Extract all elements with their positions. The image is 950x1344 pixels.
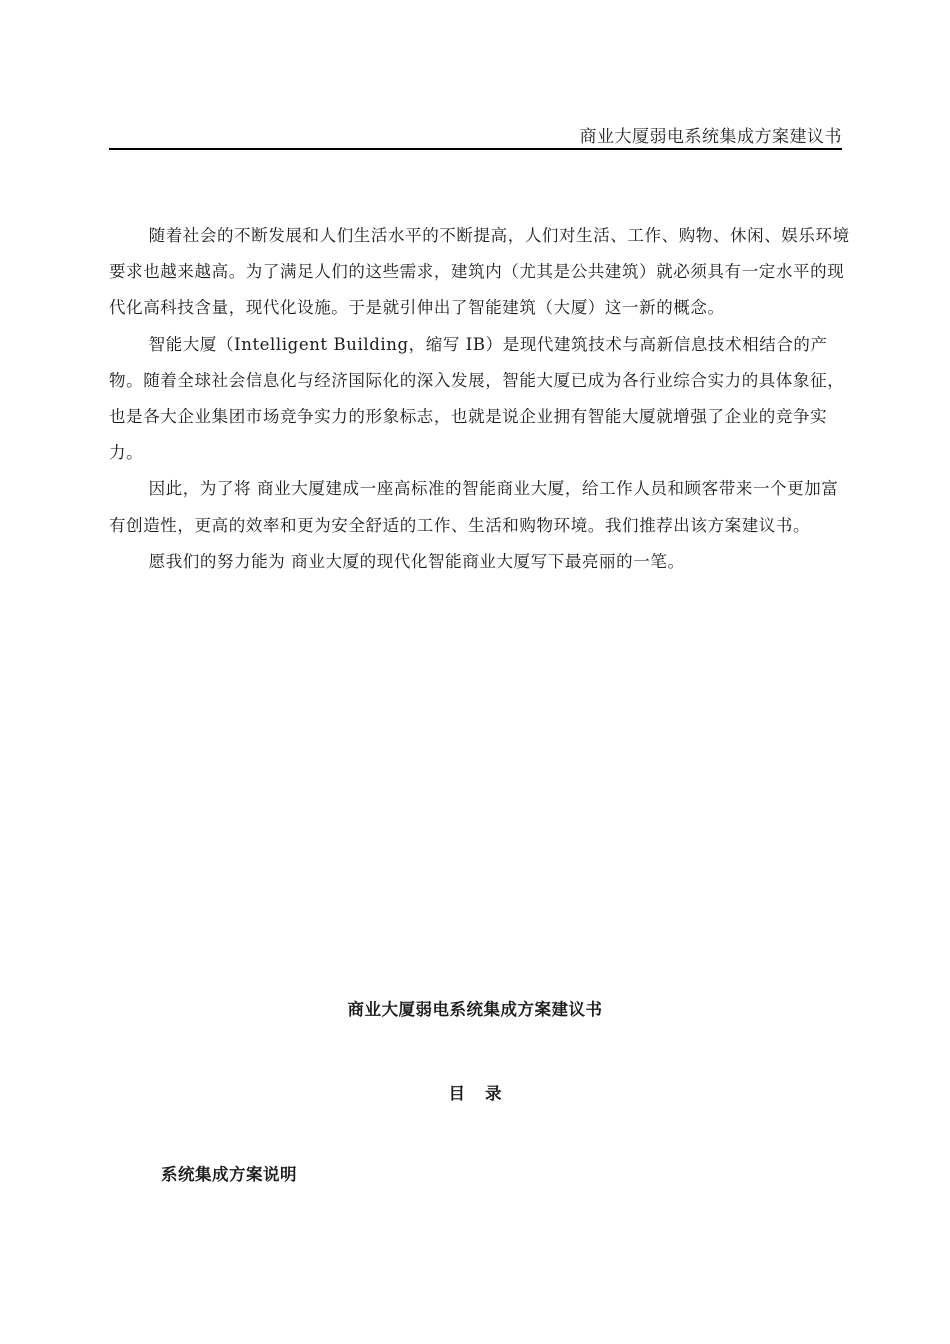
intro-body: [109, 218, 851, 580]
section-title: 系统集成方案说明: [161, 1165, 297, 1184]
paragraph: 智能大厦（Intelligent Building，缩写 IB）是现代建筑技术与高新信息技术相结合的产物。随着全球社会信息化与经济国际化的深入发展，智能大厦已成为各行业综合实力的具体象征，也是各大企业集团市场竞争实力的形象标志，也就是说企业拥有智能大厦就增强了企业的竞争实力。: [109, 334, 845, 463]
page-header: [109, 124, 842, 150]
paragraph: 因此，为了将 商业大厦建成一座高标准的智能商业大厦，给工作人员和顾客带来一个更加富有创造性，更高的效率和更为安全舒适的工作、生活和购物环境。我们推荐出该方案建议书。: [109, 479, 839, 535]
paragraph: 随着社会的不断发展和人们生活水平的不断提高，人们对生活、工作、购物、休闲、娱乐环境要求也越来越高。为了满足人们的这些需求，建筑内（尤其是公共建筑）就必须具有一定水平的现代化高科技含量，现代化设施。于是就引伸出了智能建筑（大厦）这一新的概念。: [109, 226, 850, 318]
paragraph: 愿我们的努力能为 商业大厦的现代化智能商业大厦写下最亮丽的一笔。: [148, 551, 685, 571]
document-title: 商业大厦弱电系统集成方案建议书: [347, 1000, 603, 1019]
toc-title: 目录: [448, 1084, 522, 1103]
header-title: 商业大厦弱电系统集成方案建议书: [579, 127, 842, 146]
